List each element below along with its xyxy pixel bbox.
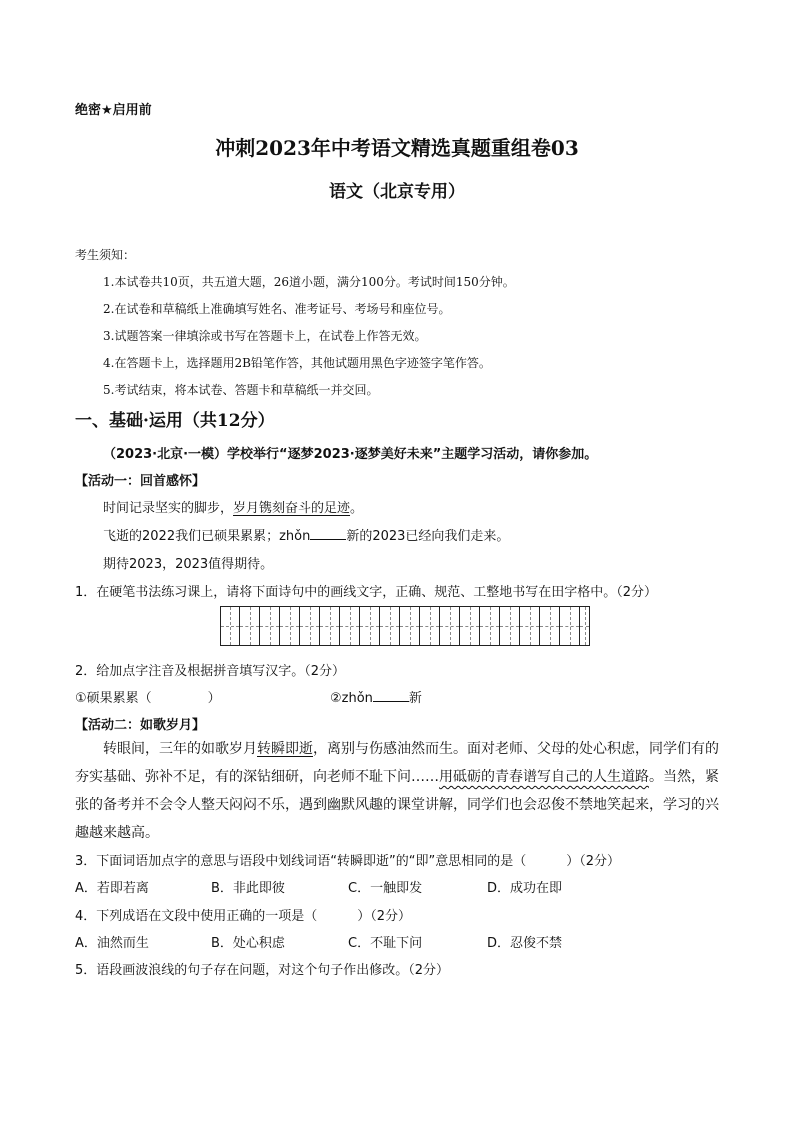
activity1-line2: 飞逝的2022我们已硕果累累；zhǒn 新的2023已经向我们走来。	[103, 529, 510, 544]
q4-option-b: B．处心积虑	[211, 936, 285, 951]
underlined-word: 转瞬即逝	[257, 741, 313, 757]
activity2-label: 【活动二：如歌岁月】	[75, 718, 206, 733]
section-heading: 一、基础·运用（共12分）	[75, 411, 275, 431]
page-title: 冲刺2023年中考语文精选真题重组卷03	[215, 136, 579, 160]
notice-item: 3.试题答案一律填涂或书写在答题卡上，在试卷上作答无效。	[103, 329, 427, 343]
q4-option-c: C．不耻下问	[348, 936, 423, 951]
wavy-sentence: 用砥砺的青春谱写自己的人生道路	[439, 769, 649, 785]
q3-option-a: A．若即若离	[75, 881, 149, 896]
activity1-line3: 期待2023，2023值得期待。	[103, 557, 274, 572]
underlined-phrase: 岁月镌刻奋斗的足迹	[233, 501, 351, 516]
q4-option-d: D．忍俊不禁	[487, 936, 563, 951]
tianzige-grid	[220, 606, 590, 646]
page-subtitle: 语文（北京专用）	[329, 182, 465, 202]
question-2: 2．给加点字注音及根据拼音填写汉字。（2分）	[75, 664, 346, 679]
confidential-mark: 绝密★启用前	[75, 103, 152, 118]
notice-item: 2.在试卷和草稿纸上准确填写姓名、准考证号、考场号和座位号。	[103, 302, 451, 316]
q3-option-b: B．非此即彼	[211, 881, 285, 896]
section-intro: （2023·北京·一模）学校举行“逐梦2023·逐梦美好未来”主题学习活动，请你参加。	[103, 447, 598, 462]
question-1: 1．在硬笔书法练习课上，请将下面诗句中的画线文字，正确、规范、工整地书写在田字格中。（2分）	[75, 585, 658, 600]
q3-option-c: C．一触即发	[348, 881, 423, 896]
question-5: 5．语段画波浪线的句子存在问题，对这个句子作出修改。（2分）	[75, 963, 450, 978]
activity1-line1: 时间记录坚实的脚步，岁月镌刻奋斗的足迹。	[103, 501, 364, 516]
activity1-label: 【活动一：回首感怀】	[75, 474, 206, 489]
activity2-paragraph: 转眼间，三年的如歌岁月转瞬即逝，离别与伤感油然而生。面对老师、父母的处心积虑，同学们有的夯实基础、弥补不足，有的深钻细研，向老师不耻下问……用砥砺的青春谱写自己的人生道路。当然，紧张的备考并不会令人整天闷闷不乐，遇到幽默风趣的课堂讲解，同学们也会忍俊不禁地笑起来，学习的兴趣越来越高。	[75, 741, 719, 841]
question-4: 4．下列成语在文段中使用正确的一项是（ ）（2分）	[75, 909, 412, 924]
notice-item: 1.本试卷共10页，共五道大题，26道小题，满分100分。考试时间150分钟。	[103, 275, 515, 289]
question-2-part-a: ①硕果累累（ ）	[75, 691, 221, 706]
q4-option-a: A．油然而生	[75, 936, 149, 951]
fill-blank	[310, 539, 346, 540]
question-3: 3．下面词语加点字的意思与语段中划线词语“转瞬即逝”的“即”意思相同的是（ ）（2分）	[75, 854, 620, 869]
fill-blank	[373, 701, 409, 702]
q3-option-d: D．成功在即	[487, 881, 563, 896]
question-2-part-b: ②zhǒn 新	[330, 691, 422, 706]
notice-item: 4.在答题卡上，选择题用2B铅笔作答，其他试题用黑色字迹签字笔作答。	[103, 356, 491, 370]
notice-item: 5.考试结束，将本试卷、答题卡和草稿纸一并交回。	[103, 383, 379, 397]
notice-heading: 考生须知：	[75, 248, 136, 262]
